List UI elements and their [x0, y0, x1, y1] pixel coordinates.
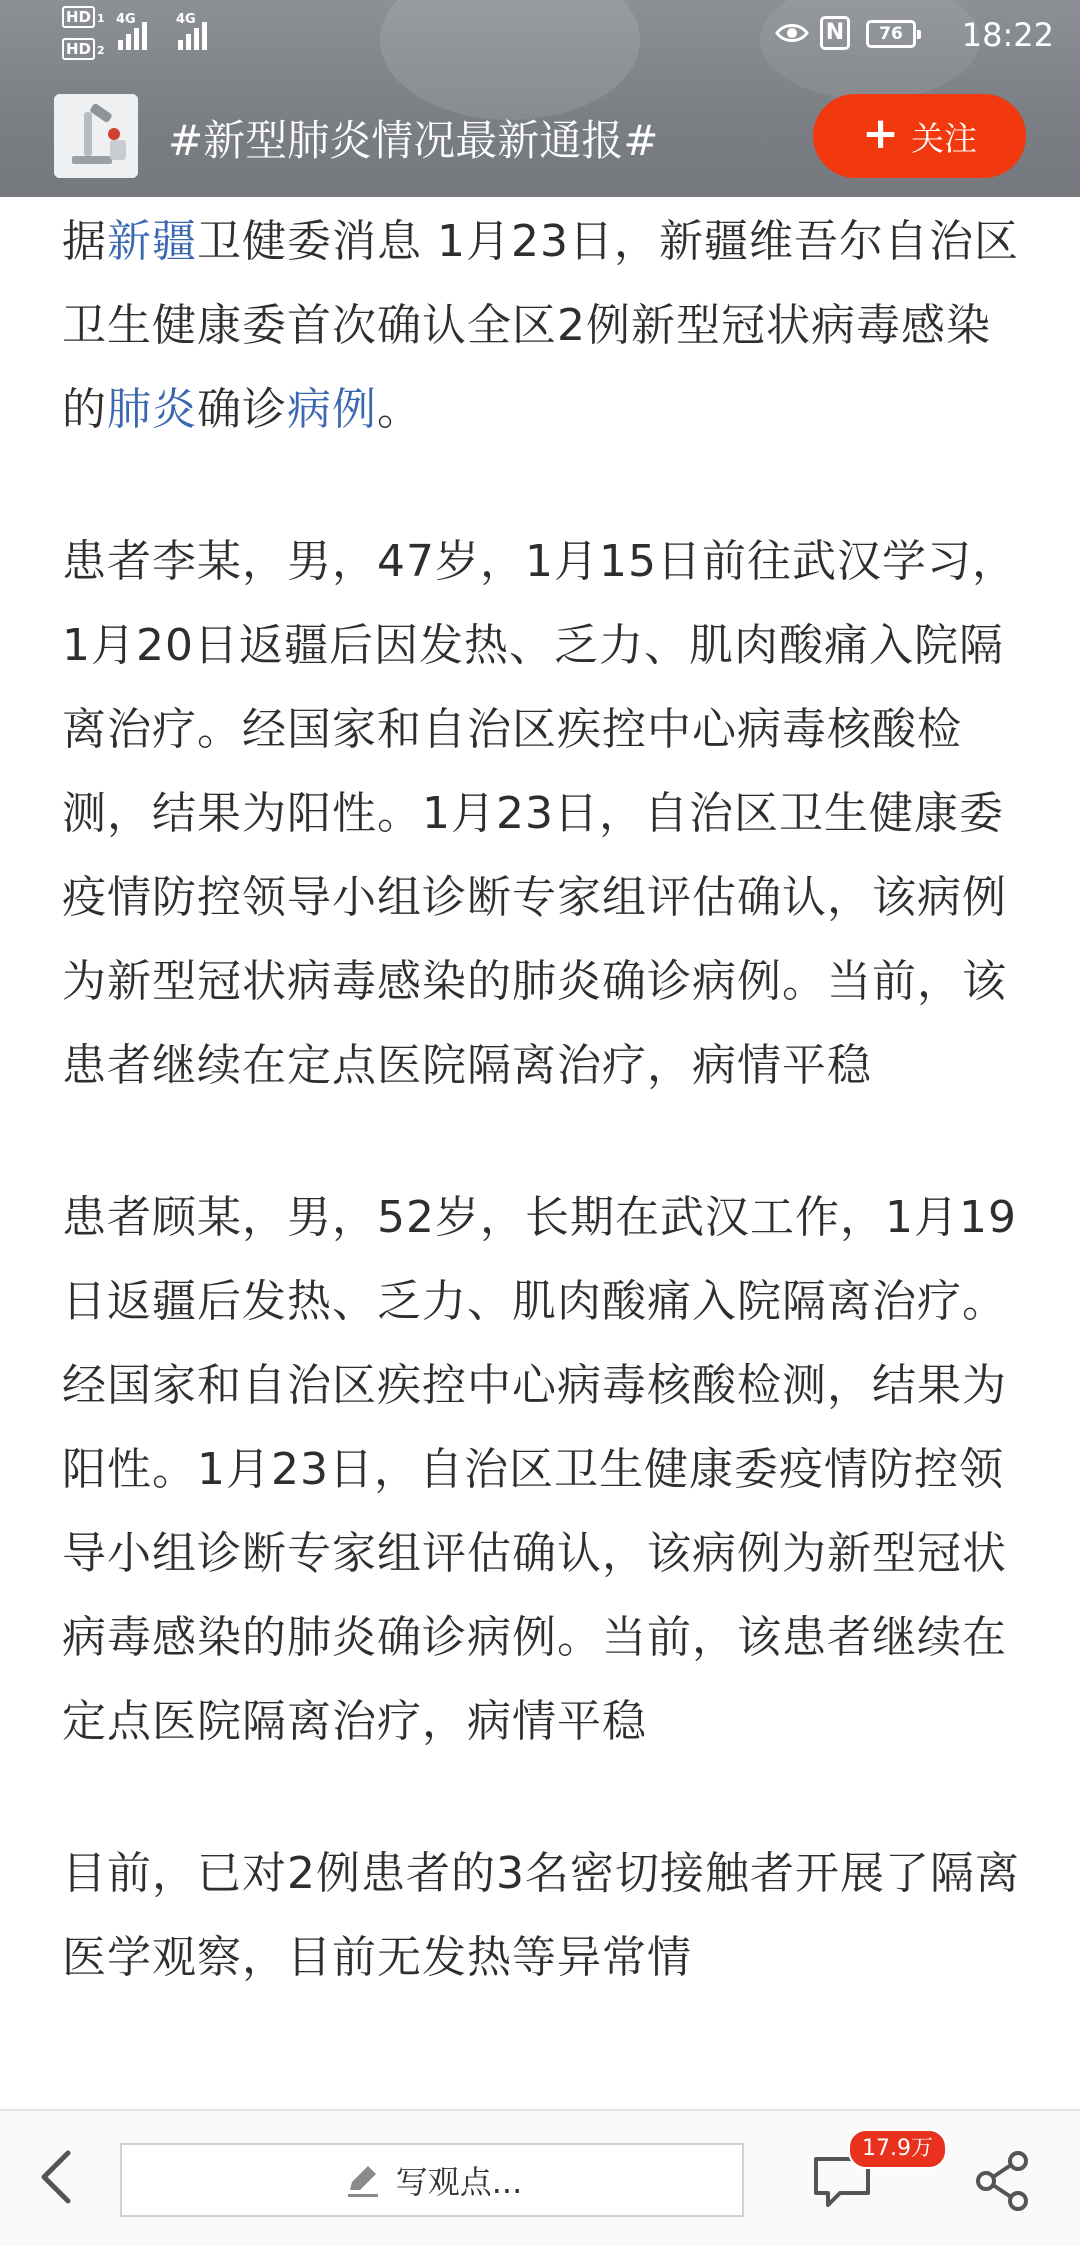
signal-icon-sim1: 4G	[118, 18, 147, 50]
status-bar	[0, 0, 1080, 72]
plus-icon: +	[862, 108, 899, 159]
nfc-icon: N	[820, 16, 850, 50]
text-segment: 卫健委消息 1月23日，新疆维吾尔自治区卫生健康委首次确认全区2例新型冠状病毒感染的	[62, 216, 1019, 435]
microscope-image	[54, 94, 138, 178]
chevron-left-icon	[44, 2153, 68, 2201]
topic-avatar[interactable]	[54, 94, 138, 178]
article-paragraph-3: 患者顾某，男，52岁，长期在武汉工作，1月19日返疆后发热、乏力、肌肉酸痛入院隔离治疗。经国家和自治区疾控中心病毒核酸检测，结果为阳性。1月23日，自治区卫生健康委疫情防控领导小组诊断专家组评估确认，该病例为新型冠状病毒感染的肺炎确诊病例。当前，该患者继续在定点医院隔离治疗，病情平稳	[62, 1192, 1017, 1747]
hd-indicator-2: HD 2	[62, 40, 105, 58]
keyword-link-xinjiang[interactable]: 新疆	[107, 216, 197, 267]
keyword-link-pneumonia[interactable]: 肺炎	[107, 384, 197, 435]
comment-input[interactable]	[120, 2143, 744, 2217]
text-segment: 据	[62, 216, 107, 267]
header	[0, 0, 1080, 197]
article-paragraph-4: 目前，已对2例患者的3名密切接触者开展了隔离医学观察，目前无发热等异常情	[62, 1848, 1020, 1983]
share-icon[interactable]	[972, 2149, 1032, 2213]
status-time: 18:22	[961, 16, 1054, 54]
battery-indicator: 76	[866, 20, 916, 48]
text-segment: 。	[377, 384, 422, 435]
article-paragraph-1	[62, 200, 1022, 452]
follow-label: 关注	[910, 118, 977, 158]
comment-placeholder: 写观点...	[395, 2163, 523, 2201]
article-body	[62, 200, 1022, 2000]
signal-icon-sim2: 4G	[178, 18, 207, 50]
topic-bar	[0, 80, 1080, 197]
article-paragraph-2: 患者李某，男，47岁，1月15日前往武汉学习，1月20日返疆后因发热、乏力、肌肉酸痛入院隔离治疗。经国家和自治区疾控中心病毒核酸检测，结果为阳性。1月23日，自治区卫生健康委疫情防控领导小组诊断专家组评估确认，该病例为新型冠状病毒感染的肺炎确诊病例。当前，该患者继续在定点医院隔离治疗，病情平稳	[62, 536, 1017, 1091]
text-segment: 确诊	[197, 384, 287, 435]
pen-icon	[342, 2160, 382, 2200]
follow-button[interactable]	[813, 94, 1026, 178]
eye-comfort-icon	[775, 20, 809, 46]
hd-indicator-1: HD 1	[62, 8, 105, 26]
back-button[interactable]	[28, 2141, 92, 2213]
bottom-action-bar	[0, 2109, 1080, 2246]
topic-title: #新型肺炎情况最新通报#	[168, 116, 659, 165]
comment-count-badge: 17.9万	[848, 2129, 947, 2169]
keyword-link-case[interactable]: 病例	[287, 384, 377, 435]
